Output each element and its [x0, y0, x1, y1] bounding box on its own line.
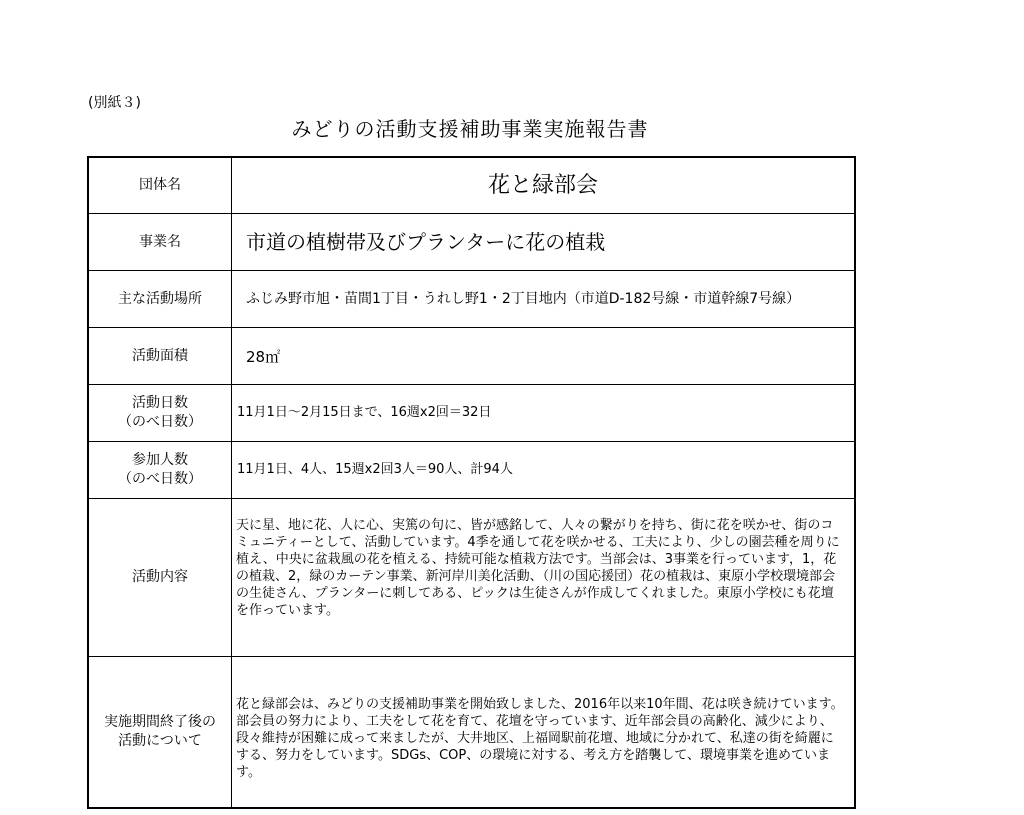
table-row — [88, 214, 855, 271]
page-title: みどりの活動支援補助事業実施報告書 — [291, 117, 649, 141]
table-row — [88, 385, 855, 442]
label-activity-days-line2: （のべ日数） — [118, 414, 202, 430]
table-row — [88, 499, 855, 657]
table-row — [88, 328, 855, 385]
label-post-period-line2: 活動について — [118, 733, 202, 749]
label-organization-name: 団体名 — [88, 157, 232, 214]
value-activity-area: 28㎡ — [232, 328, 856, 385]
label-activity-content: 活動内容 — [88, 499, 232, 657]
label-post-period-line1: 実施期間終了後の — [104, 714, 216, 730]
table-row — [88, 657, 855, 809]
label-participants-line2: （のべ日数） — [118, 471, 202, 487]
label-activity-days-line1: 活動日数 — [132, 395, 188, 411]
label-participants-line1: 参加人数 — [132, 452, 188, 468]
value-project-name: 市道の植樹帯及びプランターに花の植栽 — [232, 214, 856, 271]
value-post-period-activity: 花と緑部会は、みどりの支援補助事業を開始致しました、2016年以来10年間、花は咲き続けています。部会員の努力により、工夫をして花を育て、花壇を守っています、近年部会員の高齢化、減少により、段々維持が困難に成って来ましたが、大井地区、上福岡駅前花壇、地域に分かれて、私達の街を綺麗にする、努力をしています。SDGs、COP、の環境に対する、考え方を踏襲して、環境事業を進めています。 — [232, 657, 856, 809]
table-row — [88, 271, 855, 328]
value-main-location: ふじみ野市旭・苗間1丁目・うれし野1・2丁目地内（市道D-182号線・市道幹線7号線） — [232, 271, 856, 328]
label-participants — [88, 442, 232, 499]
label-main-location: 主な活動場所 — [88, 271, 232, 328]
attachment-label: (別紙３) — [88, 95, 141, 111]
label-activity-area: 活動面積 — [88, 328, 232, 385]
value-participants: 11月1日、4人、15週x2回3人＝90人、計94人 — [232, 442, 856, 499]
label-post-period-activity — [88, 657, 232, 809]
report-table — [87, 156, 856, 809]
table-row — [88, 157, 855, 214]
value-activity-days: 11月1日～2月15日まで、16週x2回＝32日 — [232, 385, 856, 442]
value-organization-name: 花と緑部会 — [232, 157, 856, 214]
value-activity-content: 天に星、地に花、人に心、実篤の句に、皆が感銘して、人々の繋がりを持ち、街に花を咲かせ、街のコミュニティーとして、活動しています。4季を通して花を咲かせる、工夫により、少しの園芸種を周りに植え、中央に盆栽風の花を植える、持続可能な植栽方法です。当部会は、3事業を行っています，1，花の植栽、2，緑のカーテン事業、新河岸川美化活動、（川の国応援団）花の植栽は、東原小学校環境部会の生徒さん、プランターに刺してある、ピックは生徒さんが作成してくれました。東原小学校にも花壇を作っています。 — [232, 499, 856, 657]
label-project-name: 事業名 — [88, 214, 232, 271]
label-activity-days — [88, 385, 232, 442]
table-row — [88, 442, 855, 499]
